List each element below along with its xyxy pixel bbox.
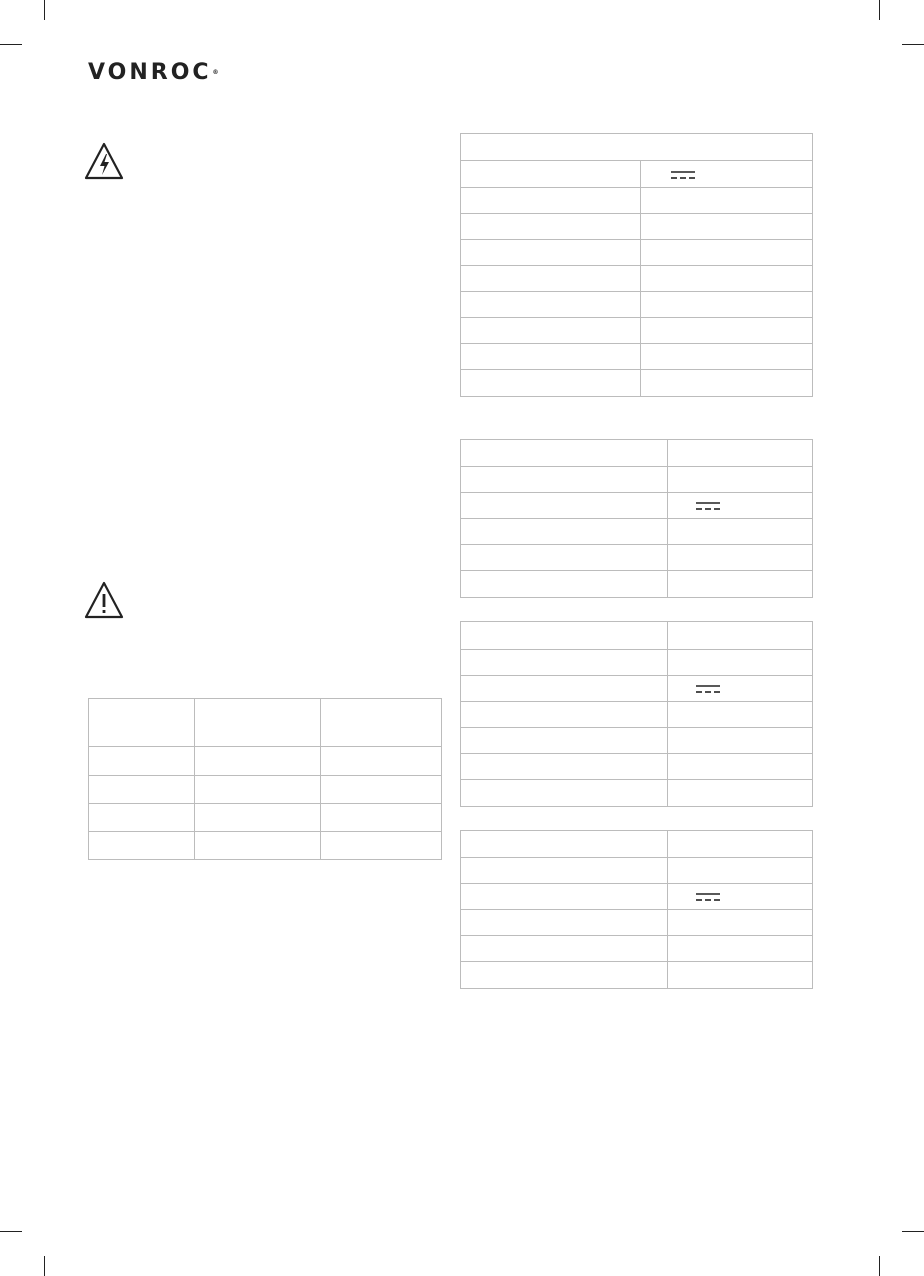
table-row [461,467,813,493]
table-row [461,962,813,989]
dc-current-icon [671,170,695,180]
spec-table-4 [460,830,813,989]
general-warning-icon [84,581,124,619]
table-row [461,370,813,397]
table-row [461,754,813,780]
table-row [461,344,813,370]
table-row [461,240,813,266]
spec-table-3 [460,621,813,807]
table-title-row [461,134,813,161]
table-row [461,676,813,702]
table-row [461,292,813,318]
table-row [461,318,813,344]
table-row [461,266,813,292]
crop-mark [44,1256,45,1276]
electric-warning-icon [84,142,124,180]
table-row [461,545,813,571]
brand-logo-text: VONROC [88,60,212,85]
table-row [461,440,813,467]
table-row [89,804,442,832]
table-header-row [89,699,442,747]
table-row [461,571,813,598]
table-row [461,831,813,858]
registered-mark: ® [212,69,219,76]
spec-table-2 [460,439,813,598]
table-row [461,188,813,214]
brand-logo [88,60,219,86]
table-row [461,622,813,650]
table-row [461,936,813,962]
dc-current-icon [696,684,720,694]
spec-table-1 [460,133,813,397]
table-row [461,214,813,240]
table-row [89,776,442,804]
dc-current-icon [696,892,720,902]
table-row [461,858,813,884]
table-row [461,884,813,910]
table-row [461,728,813,754]
left-table [88,698,442,860]
dc-current-icon [696,501,720,511]
table-row [461,161,813,188]
crop-mark [879,0,880,20]
table-row [89,747,442,776]
crop-mark [902,44,924,45]
table-row [461,519,813,545]
crop-mark [0,44,22,45]
table-row [461,910,813,936]
crop-mark [902,1231,924,1232]
table-row [461,702,813,728]
table-row [461,650,813,676]
crop-mark [44,0,45,20]
table-row [461,780,813,807]
table-row [89,832,442,860]
crop-mark [0,1231,22,1232]
crop-mark [879,1256,880,1276]
table-row [461,493,813,519]
